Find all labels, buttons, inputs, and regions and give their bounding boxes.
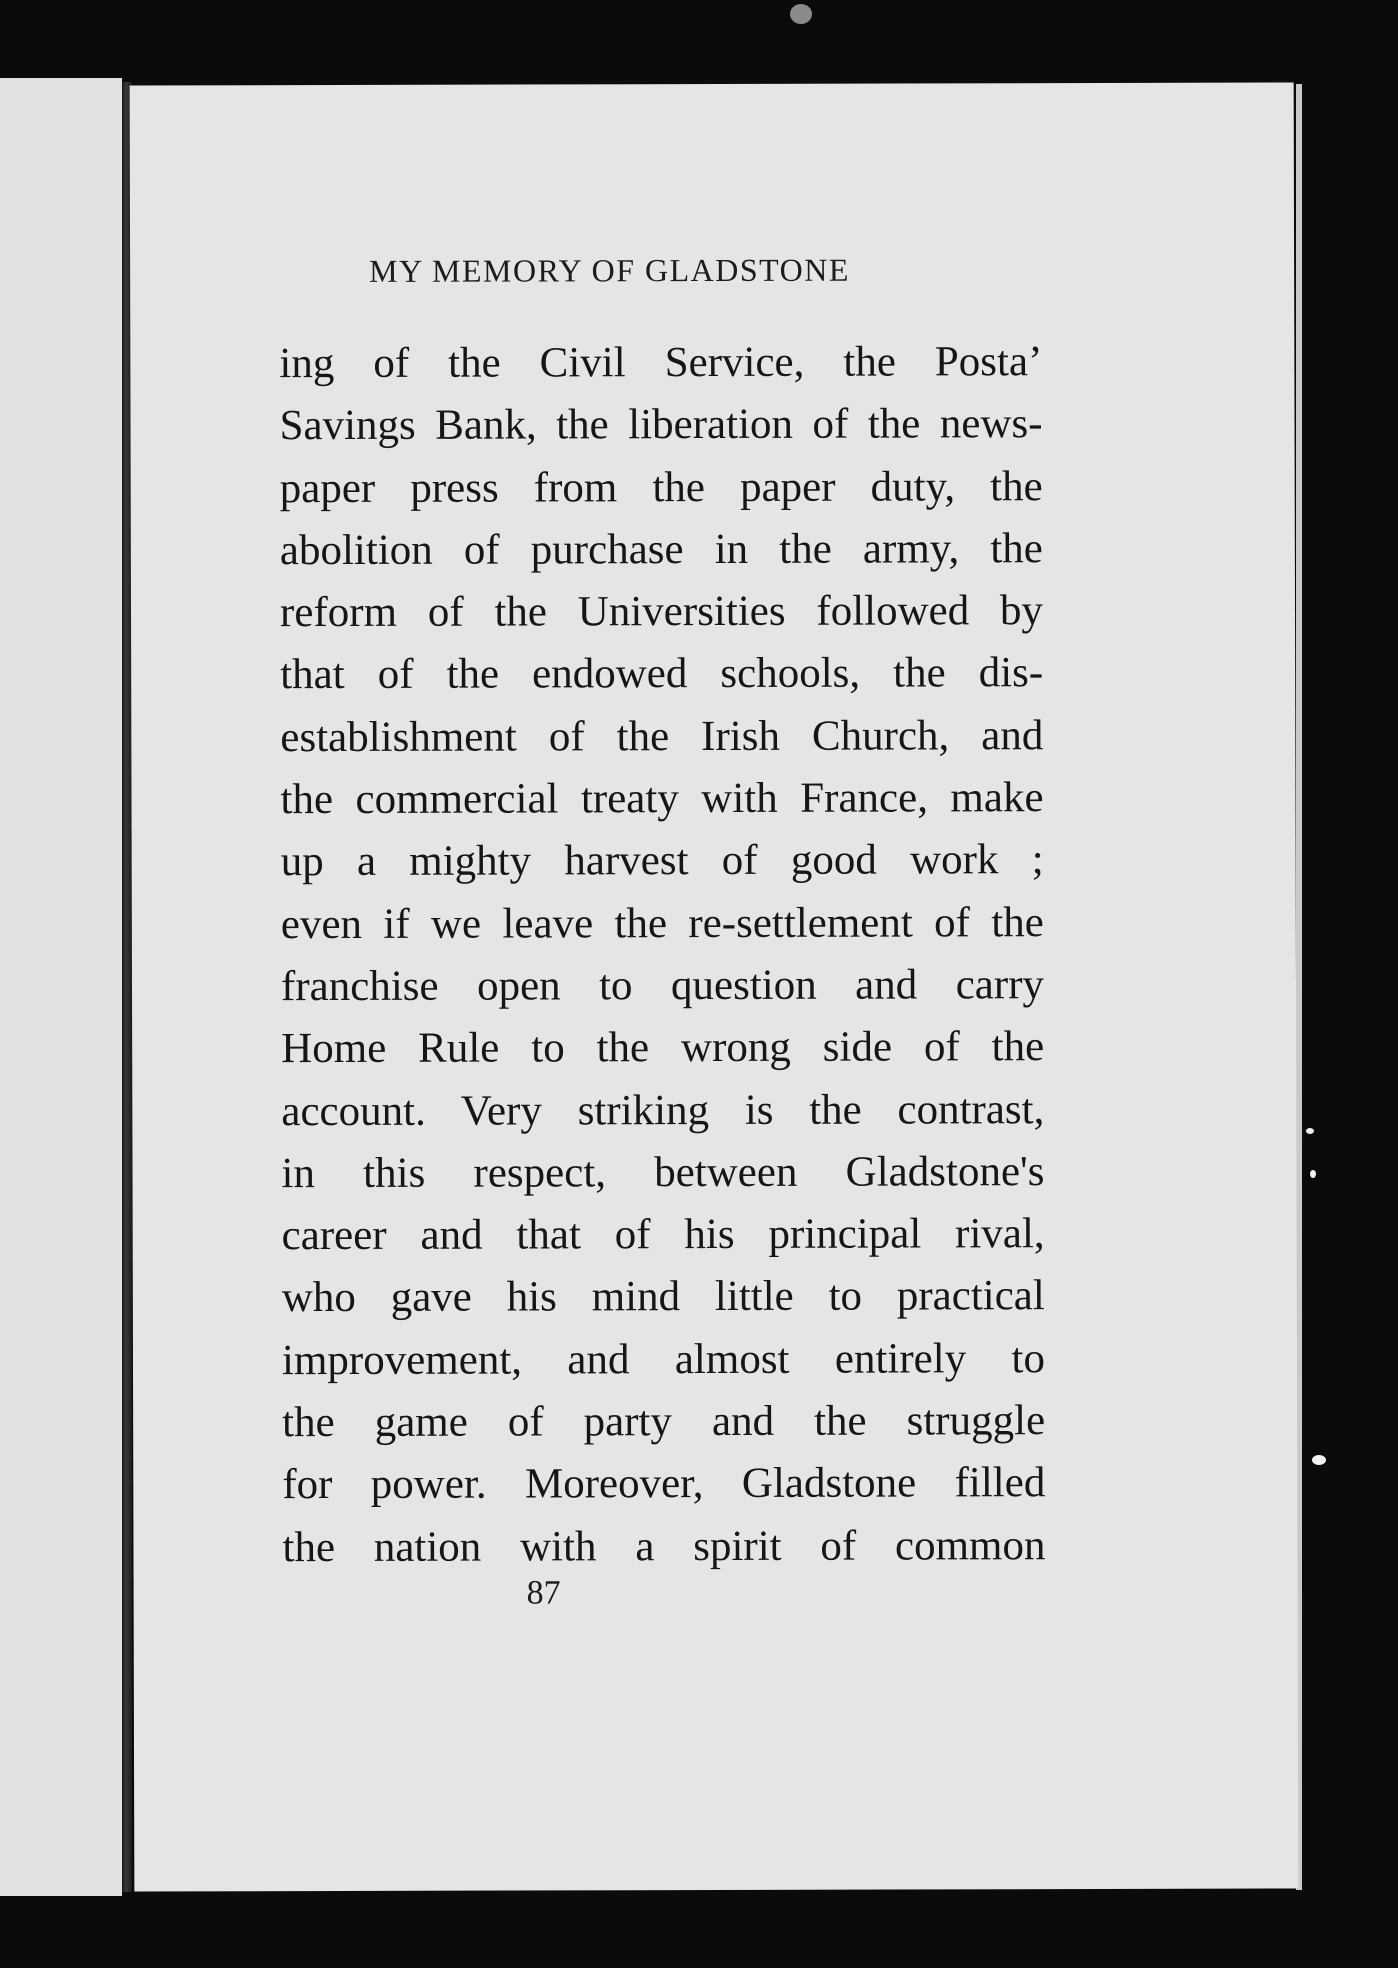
text-line: even if we leave the re-settlement of the — [280, 898, 1044, 948]
text-line: in this respect, between Gladstone's — [281, 1147, 1045, 1197]
text-line: the nation with a spirit of common — [282, 1521, 1046, 1571]
text-line: Savings Bank, the liberation of the news- — [279, 400, 1043, 450]
text-line: career and that of his principal rival, — [281, 1210, 1045, 1260]
text-line: the game of party and the struggle — [282, 1397, 1046, 1447]
text-line: Home Rule to the wrong side of the — [281, 1023, 1045, 1073]
text-line: up a mighty harvest of good work ; — [280, 836, 1044, 886]
text-line: that of the endowed schools, the dis- — [280, 649, 1044, 699]
scan-speck — [1310, 1170, 1316, 1178]
text-line: account. Very striking is the contrast, — [281, 1085, 1045, 1135]
scan-speck — [790, 4, 812, 24]
scan-speck — [1312, 1455, 1326, 1465]
text-line: establishment of the Irish Church, and — [280, 711, 1044, 761]
facing-page-edge — [0, 78, 122, 1896]
scan-speck — [1306, 1128, 1314, 1134]
text-line: paper press from the paper duty, the — [279, 462, 1043, 512]
running-head: MY MEMORY OF GLADSTONE — [369, 251, 850, 289]
text-line: for power. Moreover, Gladstone filled — [282, 1459, 1046, 1509]
text-line: who gave his mind little to practical — [281, 1272, 1045, 1322]
text-line: the commercial treaty with France, make — [280, 774, 1044, 824]
text-line: ing of the Civil Service, the Postaʼ — [279, 338, 1043, 388]
text-line: reform of the Universities followed by — [279, 587, 1044, 637]
text-line: improvement, and almost entirely to — [281, 1334, 1046, 1384]
book-page — [130, 82, 1299, 1891]
body-text — [279, 331, 1045, 1579]
text-line: abolition of purchase in the army, the — [279, 525, 1043, 575]
text-line: franchise open to question and carry — [280, 961, 1045, 1011]
page-number: 87 — [526, 1574, 561, 1612]
